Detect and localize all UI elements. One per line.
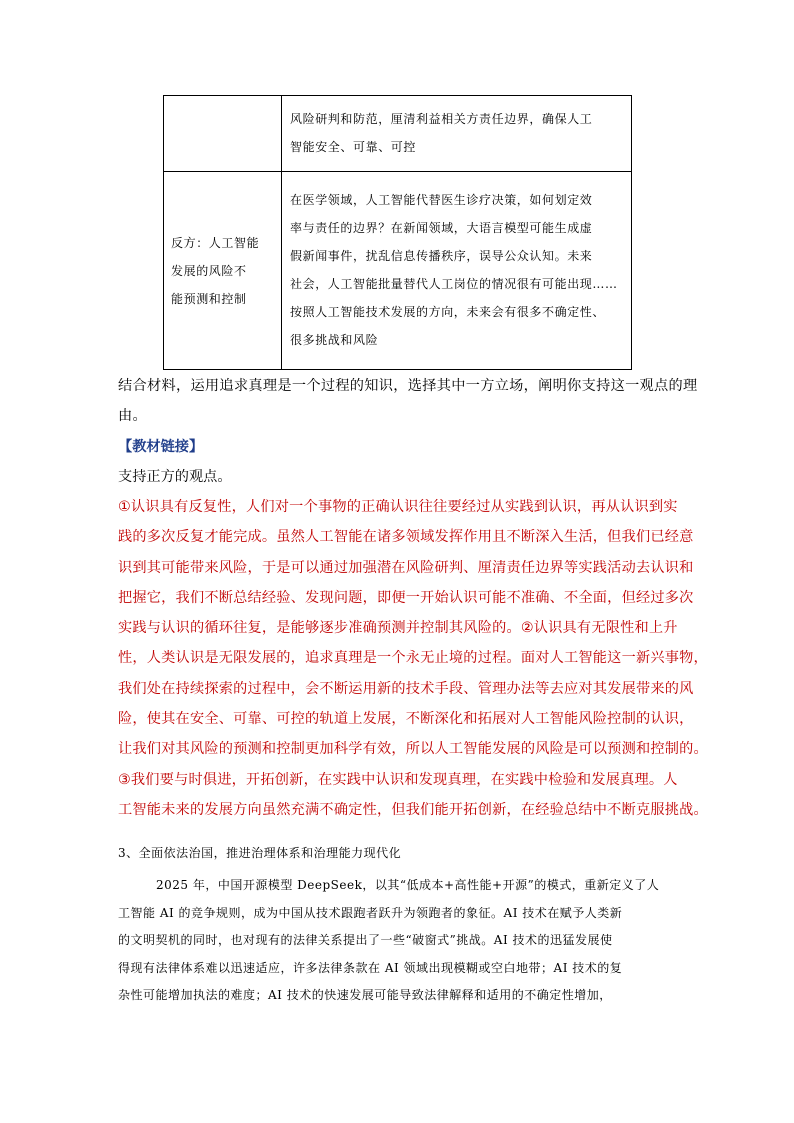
answer-line: 险，使其在安全、可靠、可控的轨道上发展，不断深化和拓展对人工智能风险控制的认识，	[118, 711, 694, 728]
answer-line: 让我们对其风险的预测和控制更加科学有效，所以人工智能发展的风险是可以预测和控制的。	[118, 741, 708, 758]
stance-statement: 支持正方的观点。	[118, 469, 232, 485]
debate-table	[163, 95, 632, 370]
table-cell-content	[282, 96, 632, 172]
table-text-line: 社会，人工智能批量替代人工岗位的情况很有可能出现……	[290, 277, 618, 291]
table-text-line: 按照人工智能技术发展的方向，未来会有很多不确定性、	[290, 305, 606, 319]
paragraph-line: 得现有法律体系难以迅速适应，许多法律条款在 AI 领域出现模糊或空白地带；AI 技术的复	[118, 960, 623, 975]
paragraph-line: 工智能 AI 的竞争规则，成为中国从技术跟跑者跃升为领跑者的象征。AI 技术在赋予人类新	[118, 905, 623, 920]
answer-line: 性，人类认识是无限发展的，追求真理是一个永无止境的过程。面对人工智能这一新兴事物，	[118, 650, 708, 667]
question-line: 由。	[118, 408, 147, 424]
answer-line: 我们处在持续探索的过程中，会不断运用新的技术手段、管理办法等去应对其发展带来的风	[118, 680, 694, 697]
answer-line: 把握它，我们不断总结经验、发现问题，即便一开始认识可能不准确、不全面，但经过多次	[118, 589, 694, 606]
answer-text	[118, 492, 708, 825]
section-3-title: 3、全面依法治国，推进治理体系和治理能力现代化	[118, 846, 402, 860]
table-text-line: 率与责任的边界？在新闻领域，大语言模型可能生成虚	[290, 221, 593, 235]
answer-line: 识到其可能带来风险，于是可以通过加强潜在风险研判、厘清责任边界等实践活动去认识和	[118, 559, 694, 576]
question-text	[118, 371, 698, 431]
table-text-line: 在医学领域，人工智能代替医生诊疗决策，如何划定效	[290, 193, 593, 207]
paragraph-line: 杂性可能增加执法的难度；AI 技术的快速发展可能导致法律解释和适用的不确定性增加，	[118, 988, 612, 1002]
stance-text-line: 能预测和控制	[171, 291, 247, 306]
stance-text-line: 发展的风险不	[171, 263, 247, 278]
answer-line: 践的多次反复才能完成。虽然人工智能在诸多领域发挥作用且不断深入生活，但我们已经意	[118, 529, 694, 546]
answer-line: 实践与认识的循环往复，是能够逐步准确预测并控制其风险的。②认识具有无限性和上升	[118, 620, 678, 637]
answer-line: ①认识具有反复性，人们对一个事物的正确认识往往要经过从实践到认识，再从认识到实	[118, 499, 678, 515]
answer-line: ③我们要与时俱进，开拓创新，在实践中认识和发现真理，在实践中检验和发展真理。人	[118, 771, 678, 788]
table-row	[164, 96, 632, 172]
material-paragraph	[118, 872, 678, 1010]
table-row	[164, 172, 632, 370]
paragraph-line: 2025 年，中国开源模型 DeepSeek，以其“低成本+高性能+开源”的模式，重新定义了人	[156, 878, 660, 892]
table-cell-stance	[164, 172, 282, 370]
question-line: 结合材料，运用追求真理是一个过程的知识，选择其中一方立场，阐明你支持这一观点的理	[118, 378, 698, 394]
table-text-line: 很多挑战和风险	[290, 333, 379, 347]
table-text-line: 智能安全、可靠、可控	[290, 140, 417, 154]
answer-line: 工智能未来的发展方向虽然充满不确定性，但我们能开拓创新，在经验总结中不断克服挑战。	[118, 801, 708, 818]
table-cell-content	[282, 172, 632, 370]
section-heading: 【教材链接】	[118, 439, 204, 455]
stance-text-line: 反方：人工智能	[171, 235, 260, 250]
table-text-line: 风险研判和防范，厘清利益相关方责任边界，确保人工	[290, 112, 593, 126]
table-text-line: 假新闻事件，扰乱信息传播秩序，误导公众认知。未来	[290, 249, 593, 263]
paragraph-line: 的文明契机的同时，也对现有的法律关系提出了一些“破窗式”挑战。AI 技术的迅猛发展使	[118, 933, 613, 947]
table-cell-stance	[164, 96, 282, 172]
